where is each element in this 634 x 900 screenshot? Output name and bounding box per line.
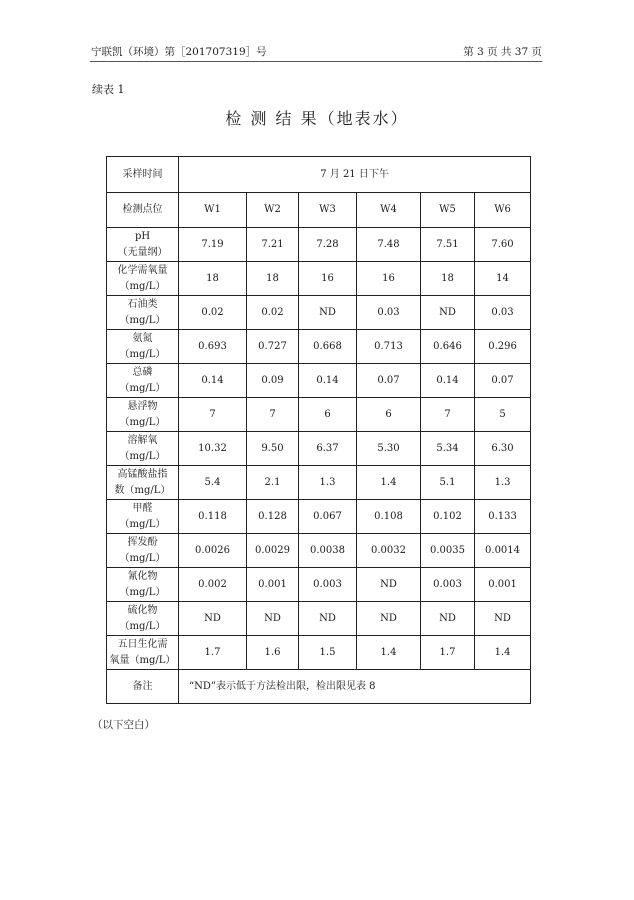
parameter-name: 石油类: [127, 298, 158, 310]
point-w5: W5: [421, 193, 475, 228]
table-cell: 1.4: [475, 636, 531, 670]
point-w6: W6: [475, 193, 531, 228]
table-cell: 0.07: [475, 364, 531, 398]
table-cell: ND: [299, 296, 357, 330]
table-cell: 0.108: [357, 500, 421, 534]
parameter-name: pH: [134, 230, 151, 242]
table-cell: 0.0038: [299, 534, 357, 568]
parameter-name: 甲醛: [132, 502, 153, 514]
page-title: 检 测 结 果（地表水）: [225, 109, 409, 128]
parameter-label: [107, 636, 179, 670]
parameter-label: [107, 398, 179, 432]
table-cell: 16: [357, 262, 421, 296]
table-cell: 0.693: [179, 330, 247, 364]
note-text: “ND”表示低于方法检出限，检出限见表 8: [179, 670, 531, 704]
table-cell: 0.133: [475, 500, 531, 534]
parameter-unit: 数（mg/L）: [114, 484, 171, 496]
table-cell: 6: [357, 398, 421, 432]
end-of-table-note: （以下空白）: [92, 719, 155, 731]
parameter-label: [107, 534, 179, 568]
parameter-unit: （mg/L）: [119, 450, 166, 462]
table-cell: 0.03: [357, 296, 421, 330]
table-cell: 0.003: [421, 568, 475, 602]
parameter-label: [107, 432, 179, 466]
table-cell: 0.102: [421, 500, 475, 534]
parameter-name: 高锰酸盐指: [117, 468, 168, 480]
table-cell: 0.14: [421, 364, 475, 398]
parameter-label: [107, 330, 179, 364]
parameter-label: [107, 500, 179, 534]
table-cell: 1.7: [421, 636, 475, 670]
parameter-name: 氨氮: [132, 332, 153, 344]
parameter-name: 五日生化需: [117, 638, 168, 650]
parameter-name: 总磷: [132, 366, 153, 378]
parameter-label: [107, 228, 179, 262]
parameter-label: [107, 602, 179, 636]
header-rule: [90, 61, 542, 62]
table-cell: 0.001: [247, 568, 299, 602]
table-cell: 0.09: [247, 364, 299, 398]
table-cell: 7: [247, 398, 299, 432]
table-cell: 0.128: [247, 500, 299, 534]
parameter-name: 溶解氧: [127, 434, 158, 446]
point-w4: W4: [357, 193, 421, 228]
table-cell: 16: [299, 262, 357, 296]
parameter-unit: （mg/L）: [119, 416, 166, 428]
point-w3: W3: [299, 193, 357, 228]
table-cell: 1.3: [475, 466, 531, 500]
points-label: 检测点位: [107, 193, 179, 228]
table-cell: ND: [357, 602, 421, 636]
parameter-name: 挥发酚: [127, 536, 158, 548]
table-cell: 0.727: [247, 330, 299, 364]
table-cell: 0.0014: [475, 534, 531, 568]
parameter-label: [107, 364, 179, 398]
table-cell: 7: [179, 398, 247, 432]
table-cell: 5.4: [179, 466, 247, 500]
table-cell: 5.30: [357, 432, 421, 466]
report-number: 宁联凯（环境）第［201707319］号: [91, 46, 267, 58]
table-row: [107, 262, 531, 296]
table-cell: ND: [179, 602, 247, 636]
table-cell: 7.28: [299, 228, 357, 262]
table-cell: 0.646: [421, 330, 475, 364]
table-row: [107, 602, 531, 636]
table-cell: ND: [421, 296, 475, 330]
table-cell: 14: [475, 262, 531, 296]
table-row: [107, 330, 531, 364]
parameter-unit: （无量纲）: [117, 246, 168, 258]
table-cell: 1.6: [247, 636, 299, 670]
parameter-name: 化学需氧量: [117, 264, 168, 276]
table-cell: 7.48: [357, 228, 421, 262]
table-cell: 5.1: [421, 466, 475, 500]
parameter-label: [107, 568, 179, 602]
table-cell: ND: [247, 602, 299, 636]
table-cell: 0.067: [299, 500, 357, 534]
parameter-name: 氰化物: [127, 570, 158, 582]
points-row: [107, 193, 531, 228]
table-row: [107, 228, 531, 262]
results-table: [106, 156, 531, 704]
parameter-label: [107, 466, 179, 500]
table-cell: 1.4: [357, 466, 421, 500]
sampling-time-value: 7 月 21 日下午: [179, 157, 531, 193]
table-cell: 1.3: [299, 466, 357, 500]
table-row: [107, 500, 531, 534]
table-cell: 7: [421, 398, 475, 432]
table-cell: 0.14: [299, 364, 357, 398]
parameter-unit: （mg/L）: [119, 518, 166, 530]
table-row: [107, 296, 531, 330]
parameter-unit: （mg/L）: [119, 552, 166, 564]
table-cell: 0.118: [179, 500, 247, 534]
table-cell: 0.03: [475, 296, 531, 330]
table-cell: 0.668: [299, 330, 357, 364]
table-cell: 1.7: [179, 636, 247, 670]
table-cell: 5: [475, 398, 531, 432]
table-cell: 0.0029: [247, 534, 299, 568]
parameter-name: 硫化物: [127, 604, 158, 616]
table-cell: 7.51: [421, 228, 475, 262]
table-cell: ND: [421, 602, 475, 636]
note-label: 备注: [107, 670, 179, 704]
point-w2: W2: [247, 193, 299, 228]
table-cell: 0.0032: [357, 534, 421, 568]
table-cell: 0.14: [179, 364, 247, 398]
sampling-time-row: [107, 157, 531, 193]
table-cell: 0.0035: [421, 534, 475, 568]
table-cell: 9.50: [247, 432, 299, 466]
table-cell: 0.07: [357, 364, 421, 398]
table-cell: 0.002: [179, 568, 247, 602]
parameter-name: 悬浮物: [127, 400, 158, 412]
continued-label: 续表 1: [92, 83, 125, 96]
table-cell: 7.19: [179, 228, 247, 262]
table-cell: 5.34: [421, 432, 475, 466]
page-info: 第 3 页 共 37 页: [463, 46, 542, 58]
table-cell: ND: [475, 602, 531, 636]
parameter-unit: 氧量（mg/L）: [109, 654, 176, 666]
table-row: [107, 568, 531, 602]
table-cell: ND: [299, 602, 357, 636]
table-cell: 6.30: [475, 432, 531, 466]
table-cell: 6.37: [299, 432, 357, 466]
parameter-unit: （mg/L）: [119, 586, 166, 598]
table-row: [107, 364, 531, 398]
table-cell: 1.4: [357, 636, 421, 670]
table-row: [107, 534, 531, 568]
table-cell: 0.296: [475, 330, 531, 364]
table-cell: 2.1: [247, 466, 299, 500]
table-cell: 18: [179, 262, 247, 296]
table-row: [107, 432, 531, 466]
table-cell: 18: [421, 262, 475, 296]
table-cell: 0.001: [475, 568, 531, 602]
parameter-unit: （mg/L）: [119, 382, 166, 394]
table-cell: 0.0026: [179, 534, 247, 568]
parameter-label: [107, 296, 179, 330]
table-cell: 0.02: [179, 296, 247, 330]
table-cell: 0.02: [247, 296, 299, 330]
table-cell: 18: [247, 262, 299, 296]
table-row: [107, 466, 531, 500]
table-cell: 0.713: [357, 330, 421, 364]
sampling-time-label: 采样时间: [107, 157, 179, 193]
table-row: [107, 398, 531, 432]
table-cell: 10.32: [179, 432, 247, 466]
parameter-unit: （mg/L）: [119, 280, 166, 292]
table-cell: 7.60: [475, 228, 531, 262]
point-w1: W1: [179, 193, 247, 228]
parameter-label: [107, 262, 179, 296]
parameter-unit: （mg/L）: [119, 620, 166, 632]
note-row: [107, 670, 531, 704]
table-cell: ND: [357, 568, 421, 602]
parameter-unit: （mg/L）: [119, 314, 166, 326]
table-cell: 6: [299, 398, 357, 432]
parameter-unit: （mg/L）: [119, 348, 166, 360]
table-cell: 7.21: [247, 228, 299, 262]
table-cell: 0.003: [299, 568, 357, 602]
table-row: [107, 636, 531, 670]
table-cell: 1.5: [299, 636, 357, 670]
